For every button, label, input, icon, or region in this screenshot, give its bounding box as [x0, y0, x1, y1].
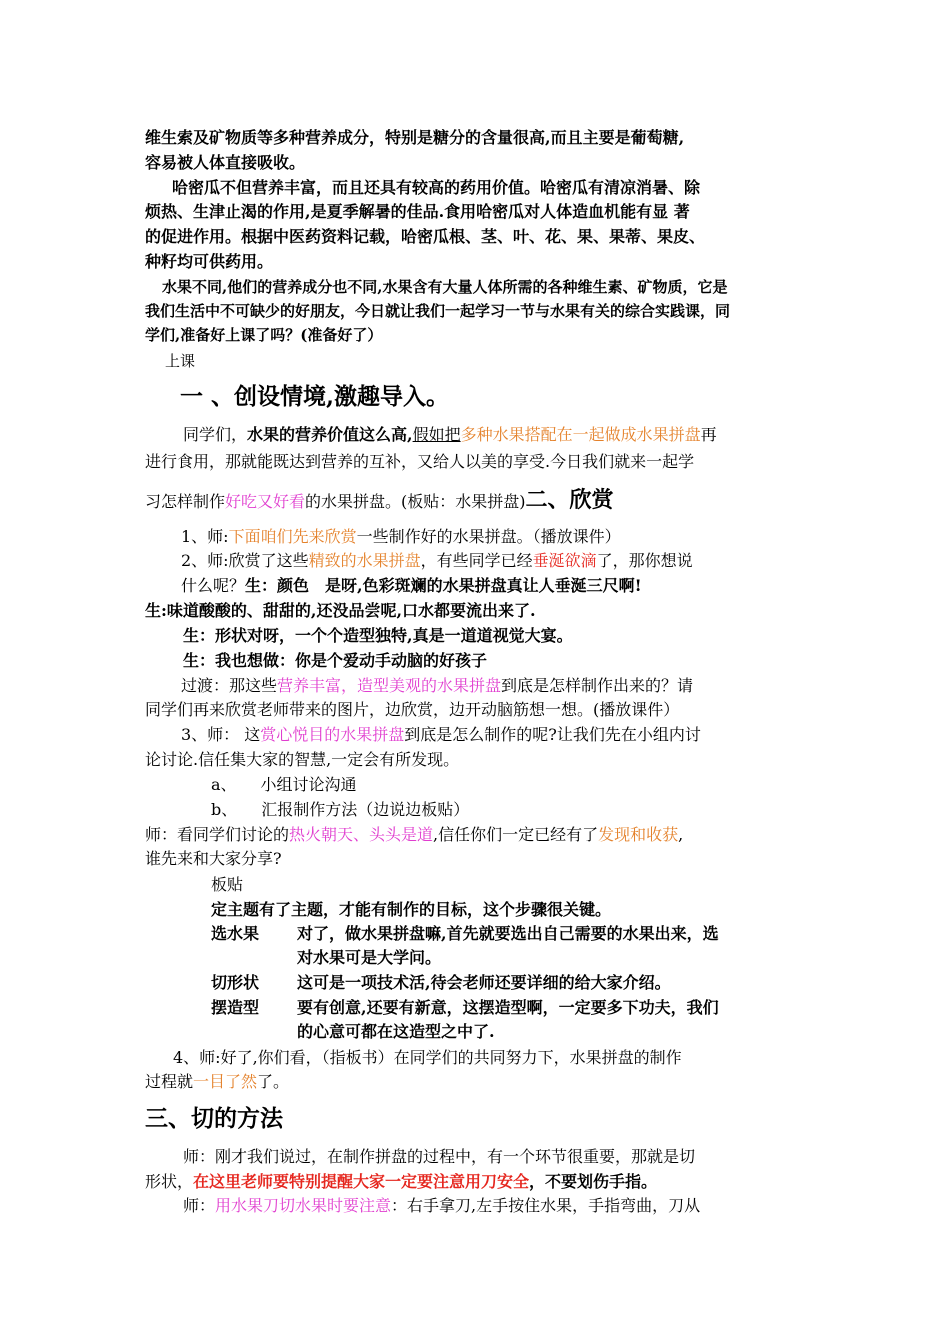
list-item: a、 小组讨论沟通 [211, 775, 357, 794]
paragraph-line: 进行食用，那就能既达到营养的互补，又给人以美的享受.今日我们就来一起学 [145, 452, 695, 471]
text-run: 过渡：那这些 [181, 676, 278, 695]
text-run: 假如把 [412, 425, 461, 444]
text-run: 垂涎欲滴 [532, 551, 597, 570]
paragraph-line [183, 423, 717, 447]
paragraph-line: 生：我也想做：你是个爱动手动脑的好孩子 [183, 651, 488, 670]
board-key: 切形状 [211, 973, 260, 992]
text-run: 一些制作好的水果拼盘。（播放课件） [356, 527, 621, 546]
intro-line: 上课 [165, 352, 196, 370]
intro-line: 我们生活中不可缺少的好朋友，今日就让我们一起学习一节与水果有关的综合实践课，同 [145, 302, 731, 320]
board-value: 对了，做水果拼盘嘛,首先就要选出自己需要的水果出来，选 [297, 924, 719, 943]
board-value: 这可是一项技术活,待会老师还要详细的给大家介绍。 [297, 973, 671, 992]
board-key: 选水果 [211, 924, 260, 943]
paragraph-line [183, 1194, 700, 1218]
intro-line: 学们,准备好上课了吗？(准备好了） [145, 326, 383, 344]
text-run: 到底是怎么制作的呢?让我们先在小组内讨 [404, 725, 701, 744]
paragraph-line [181, 574, 642, 598]
board-item: 定主题有了主题，才能有制作的目标，这个步骤很关键。 [211, 900, 612, 919]
paragraph-line [181, 723, 701, 747]
intro-line: 容易被人体直接吸收。 [145, 153, 306, 172]
intro-line: 维生索及矿物质等多种营养成分，特别是糖分的含量很高,而且主要是葡萄糖, [145, 128, 685, 147]
text-run: 的水果拼盘。(板贴：水果拼盘) [305, 492, 526, 511]
text-run: 下面咱们先来欣赏 [228, 527, 357, 546]
text-run: 营养丰富，造型美观的水果拼盘 [277, 676, 502, 695]
text-run: 2、师:欣赏了这些 [181, 551, 309, 570]
text-run: 在这里老师要特别提醒大家一定要注意用刀安全 [193, 1172, 530, 1191]
text-run: 生：颜色 是呀,色彩斑斓的水果拼盘真让人垂涎三尺啊! [245, 576, 642, 595]
paragraph-line: 生：形状对呀，一个个造型独特,真是一道道视觉大宴。 [183, 626, 573, 645]
text-run: 一目了然 [193, 1072, 258, 1091]
text-run: 形状， [145, 1172, 194, 1191]
board-item [211, 922, 719, 946]
text-run: 同学们， [183, 425, 248, 444]
board-item [211, 996, 719, 1020]
text-run: 赏心悦目的水果拼盘 [260, 725, 405, 744]
intro-line: 哈密瓜不但营养丰富，而且还具有较高的药用价值。哈密瓜有清凉消暑、除 [172, 178, 701, 197]
paragraph-line: 同学们再来欣赏老师带来的图片，边欣赏，边开动脑筋想一想。(播放课件） [145, 700, 680, 719]
paragraph-line [181, 674, 693, 698]
intro-line: 的促进作用。根据中医药资料记载，哈密瓜根、茎、叶、花、果、果蒂、果皮、 [145, 227, 706, 246]
text-run: 过程就 [145, 1072, 194, 1091]
section-heading-3: 三、切的方法 [145, 1105, 283, 1132]
text-run: 好吃又好看 [225, 492, 306, 511]
text-run: 了，那你想说 [596, 551, 693, 570]
paragraph-line: 论讨论.信任集大家的智慧,一定会有所发现。 [145, 750, 460, 769]
text-run: 水果的营养价值这么高, [247, 425, 413, 444]
board-item [211, 971, 671, 995]
text-run: 热火朝天、头头是道 [289, 825, 434, 844]
section-heading-2: 二、欣赏 [525, 487, 614, 513]
text-run: 到底是怎样制作出来的？请 [501, 676, 694, 695]
paragraph-line [145, 823, 683, 847]
board-label: 板贴 [211, 875, 244, 894]
text-run: 了。 [257, 1072, 290, 1091]
text-run: ，不要划伤手指。 [529, 1172, 658, 1191]
board-value: 要有创意,还要有新意，这摆造型啊，一定要多下功夫，我们 [297, 998, 719, 1017]
text-run: 发现和收获 [598, 825, 679, 844]
text-run: 1、师: [181, 527, 229, 546]
intro-line: 烦热、生津止渴的作用,是夏季解暑的佳品.食用哈密瓜对人体造血机能有显 著 [145, 202, 690, 221]
paragraph-line [145, 1170, 657, 1194]
text-run: 师：看同学们讨论的 [145, 825, 290, 844]
text-run: ：右手拿刀,左手按住水果，手指弯曲，刀从 [391, 1196, 701, 1215]
text-run: 3、师： 这 [181, 725, 261, 744]
text-run: 习怎样制作 [145, 492, 226, 511]
paragraph-line [181, 525, 621, 549]
paragraph-line: 谁先来和大家分享? [145, 849, 282, 868]
intro-line: 种籽均可供药用。 [145, 252, 274, 271]
text-run: 再 [700, 425, 717, 444]
text-run: 用水果刀切水果时要注意 [215, 1196, 392, 1215]
intro-line: 水果不同,他们的营养成分也不同,水果含有大量人体所需的各种维生素、矿物质，它是 [162, 278, 728, 296]
board-item: 对水果可是大学问。 [297, 948, 442, 967]
paragraph-line: 生:味道酸酸的、甜甜的,还没品尝呢,口水都要流出来了. [145, 601, 536, 620]
text-run: 精致的水果拼盘 [308, 551, 421, 570]
text-run: , [678, 825, 684, 844]
paragraph-line [145, 1070, 289, 1094]
paragraph-line [181, 549, 693, 573]
paragraph-line [145, 486, 614, 514]
text-run: 多种水果搭配在一起做成水果拼盘 [460, 425, 701, 444]
text-run: 什么呢？ [181, 576, 246, 595]
section-heading-1: 一 、创设情境,激趣导入。 [180, 383, 450, 410]
text-run: ,信任你们一定已经有了 [433, 825, 599, 844]
text-run: ，有些同学已经 [420, 551, 533, 570]
board-item: 的心意可都在这造型之中了. [297, 1022, 495, 1041]
list-item: b、 汇报制作方法（边说边板贴） [211, 800, 470, 819]
board-key: 摆造型 [211, 998, 260, 1017]
paragraph-line: 4、师:好了,你们看，（指板书）在同学们的共同努力下，水果拼盘的制作 [173, 1048, 682, 1067]
paragraph-line: 师：刚才我们说过，在制作拼盘的过程中，有一个环节很重要，那就是切 [183, 1147, 696, 1166]
text-run: 师： [183, 1196, 216, 1215]
